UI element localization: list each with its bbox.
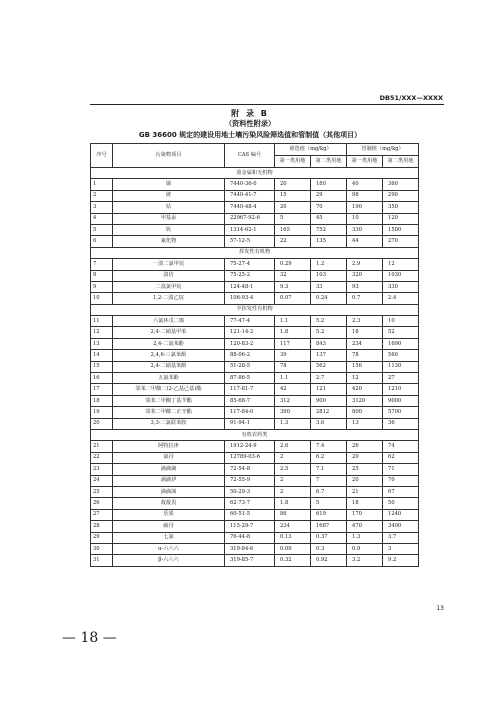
screening-class1-value: 2.6	[275, 441, 311, 452]
control-class1-value: 3120	[347, 395, 383, 406]
pollutant-name: 邻苯二甲酸丁基苄酯	[113, 395, 225, 406]
pollutant-name: 3,3-二氯联苯胺	[113, 418, 225, 429]
table-row	[91, 543, 419, 554]
header-cas: CAS 编号	[225, 144, 275, 168]
row-number: 5	[91, 224, 113, 235]
row-number: 6	[91, 236, 113, 247]
table-row	[91, 179, 419, 190]
annex-title: 附 录 B	[231, 109, 269, 118]
pollutant-name: 五氯苯酚	[113, 373, 225, 384]
control-class2-value: 560	[383, 350, 419, 361]
pollutant-name: α-六六六	[113, 543, 225, 554]
row-number: 19	[91, 407, 113, 418]
control-class2-value: 1210	[383, 384, 419, 395]
control-class2-value: 50	[383, 498, 419, 509]
screening-class2-value: 0.24	[311, 293, 347, 304]
pollutant-name: 氯丹	[113, 452, 225, 463]
table-row	[91, 361, 419, 372]
table-row	[91, 509, 419, 520]
control-class2-value: 120	[383, 213, 419, 224]
cas-number: 7440-36-0	[225, 179, 275, 190]
pollutant-name: 溴仿	[113, 270, 225, 281]
cas-number: 121-14-2	[225, 327, 275, 338]
row-number: 20	[91, 418, 113, 429]
category-row	[91, 168, 419, 179]
table-row	[91, 521, 419, 532]
control-class1-value: 20	[347, 452, 383, 463]
cas-number: 77-47-4	[225, 316, 275, 327]
control-class2-value: 67	[383, 486, 419, 497]
screening-class1-value: 312	[275, 395, 311, 406]
control-class1-value: 0.7	[347, 293, 383, 304]
control-class1-value: 330	[347, 224, 383, 235]
pollutant-name: 氰化物	[113, 236, 225, 247]
screening-class1-value: 86	[275, 509, 311, 520]
control-class1-value: 44	[347, 236, 383, 247]
row-number: 22	[91, 452, 113, 463]
control-class2-value: 350	[383, 202, 419, 213]
control-class2-value: 5700	[383, 407, 419, 418]
category-row	[91, 429, 419, 440]
screening-class2-value: 1.2	[311, 259, 347, 270]
pollutant-name: 硫丹	[113, 521, 225, 532]
screening-class1-value: 2.5	[275, 464, 311, 475]
cas-number: 7440-48-4	[225, 202, 275, 213]
cas-number: 50-29-3	[225, 486, 275, 497]
control-class1-value: 420	[347, 384, 383, 395]
control-class2-value: 1500	[383, 224, 419, 235]
cas-number: 57-12-5	[225, 236, 275, 247]
category-label: 挥发性有机物	[91, 247, 419, 258]
pollutant-name: 1,2-二溴乙烷	[113, 293, 225, 304]
control-class2-value: 52	[383, 327, 419, 338]
header-rule	[90, 104, 444, 105]
pollutant-name: 六氯环戊二烯	[113, 316, 225, 327]
cas-number: 319-85-7	[225, 555, 275, 566]
screening-class1-value: 234	[275, 521, 311, 532]
control-class1-value: 98	[347, 190, 383, 201]
pollutant-name: 邻苯二甲酸二正辛酯	[113, 407, 225, 418]
cas-number: 1314-62-1	[225, 224, 275, 235]
control-class1-value: 18	[347, 498, 383, 509]
control-class1-value: 25	[347, 464, 383, 475]
table-row	[91, 452, 419, 463]
screening-class2-value: 70	[311, 202, 347, 213]
row-number: 26	[91, 498, 113, 509]
cas-number: 76-44-8	[225, 532, 275, 543]
screening-class1-value: 9.3	[275, 281, 311, 292]
header-control-class2: 第二类用地	[383, 156, 419, 168]
control-class2-value: 36	[383, 418, 419, 429]
pollutant-name: 钒	[113, 224, 225, 235]
control-class2-value: 71	[383, 464, 419, 475]
table-row	[91, 281, 419, 292]
pollutant-name: 2,4-二氯苯酚	[113, 338, 225, 349]
cas-number: 75-25-2	[225, 270, 275, 281]
control-class2-value: 10	[383, 316, 419, 327]
screening-class2-value: 137	[311, 350, 347, 361]
header-screening-class1: 第一类用地	[275, 156, 311, 168]
screening-class2-value: 5	[311, 498, 347, 509]
row-number: 13	[91, 338, 113, 349]
table-body	[91, 168, 419, 567]
cas-number: 85-68-7	[225, 395, 275, 406]
screening-class2-value: 3.6	[311, 418, 347, 429]
screening-class1-value: 32	[275, 270, 311, 281]
table-row	[91, 384, 419, 395]
table-row	[91, 441, 419, 452]
pollutant-name: 滴滴伊	[113, 475, 225, 486]
control-class2-value: 9000	[383, 395, 419, 406]
table-row	[91, 224, 419, 235]
control-class2-value: 330	[383, 281, 419, 292]
cas-number: 62-73-7	[225, 498, 275, 509]
control-class1-value: 800	[347, 407, 383, 418]
header-seq: 序号	[91, 144, 113, 168]
control-class2-value: 12	[383, 259, 419, 270]
table-row	[91, 350, 419, 361]
table-row	[91, 464, 419, 475]
row-number: 27	[91, 509, 113, 520]
screening-class2-value: 5.2	[311, 316, 347, 327]
cas-number: 22967-92-6	[225, 213, 275, 224]
control-class2-value: 1240	[383, 509, 419, 520]
pollutant-name: 一溴二氯甲烷	[113, 259, 225, 270]
control-class1-value: 320	[347, 270, 383, 281]
category-row	[91, 304, 419, 315]
control-class1-value: 13	[347, 418, 383, 429]
row-number: 3	[91, 202, 113, 213]
category-label: 重金属和无机物	[91, 168, 419, 179]
table-row	[91, 418, 419, 429]
table-row	[91, 338, 419, 349]
pollutant-name: 甲基汞	[113, 213, 225, 224]
control-class2-value: 9.2	[383, 555, 419, 566]
pollutant-name: 七氯	[113, 532, 225, 543]
screening-class2-value: 0.3	[311, 543, 347, 554]
control-class1-value: 12	[347, 373, 383, 384]
control-class2-value: 74	[383, 441, 419, 452]
row-number: 23	[91, 464, 113, 475]
cas-number: 7440-41-7	[225, 190, 275, 201]
cas-number: 117-84-0	[225, 407, 275, 418]
control-class1-value: 1.3	[347, 532, 383, 543]
row-number: 11	[91, 316, 113, 327]
category-row	[91, 247, 419, 258]
cas-number: 87-86-5	[225, 373, 275, 384]
screening-class1-value: 2	[275, 486, 311, 497]
row-number: 9	[91, 281, 113, 292]
row-number: 28	[91, 521, 113, 532]
screening-class1-value: 390	[275, 407, 311, 418]
screening-class1-value: 78	[275, 361, 311, 372]
row-number: 10	[91, 293, 113, 304]
control-class2-value: 3.7	[383, 532, 419, 543]
control-class1-value: 21	[347, 486, 383, 497]
row-number: 24	[91, 475, 113, 486]
screening-class2-value: 2812	[311, 407, 347, 418]
cas-number: 117-81-7	[225, 384, 275, 395]
screening-class2-value: 752	[311, 224, 347, 235]
table-row	[91, 407, 419, 418]
control-class1-value: 3.2	[347, 555, 383, 566]
control-class1-value: 2.9	[347, 259, 383, 270]
screening-class2-value: 1687	[311, 521, 347, 532]
table-row	[91, 532, 419, 543]
header-screening: 筛选值（mg/kg）	[275, 144, 347, 156]
row-number: 4	[91, 213, 113, 224]
screening-class1-value: 1.1	[275, 316, 311, 327]
table-row	[91, 236, 419, 247]
control-class2-value: 1130	[383, 361, 419, 372]
screening-class2-value: 135	[311, 236, 347, 247]
table-row	[91, 190, 419, 201]
cas-number: 91-94-1	[225, 418, 275, 429]
category-label: 有机农药类	[91, 429, 419, 440]
cas-number: 124-48-1	[225, 281, 275, 292]
table-row	[91, 498, 419, 509]
pollutant-name: 滴滴涕	[113, 486, 225, 497]
row-number: 30	[91, 543, 113, 554]
table-row	[91, 293, 419, 304]
header-pollutant: 污染物项目	[113, 144, 225, 168]
screening-class2-value: 843	[311, 338, 347, 349]
table-row	[91, 259, 419, 270]
pollutant-name: 邻苯二甲酸二(2-乙基己基)酯	[113, 384, 225, 395]
control-class2-value: 3400	[383, 521, 419, 532]
screening-class2-value: 6.2	[311, 452, 347, 463]
table-row	[91, 395, 419, 406]
pollutant-name: 乐果	[113, 509, 225, 520]
screening-class2-value: 0.37	[311, 532, 347, 543]
screening-class1-value: 165	[275, 224, 311, 235]
control-class2-value: 360	[383, 179, 419, 190]
screening-class1-value: 2	[275, 475, 311, 486]
row-number: 21	[91, 441, 113, 452]
row-number: 29	[91, 532, 113, 543]
document-code: DB51/XXX—XXXX	[379, 94, 443, 102]
row-number: 7	[91, 259, 113, 270]
pollutant-name: β-六六六	[113, 555, 225, 566]
page-number: 13	[436, 605, 444, 612]
cas-number: 72-55-9	[225, 475, 275, 486]
pollutant-name: 二溴氯甲烷	[113, 281, 225, 292]
cas-number: 72-54-8	[225, 464, 275, 475]
row-number: 25	[91, 486, 113, 497]
control-class1-value: 78	[347, 350, 383, 361]
screening-class1-value: 0.32	[275, 555, 311, 566]
table-row	[91, 486, 419, 497]
row-number: 1	[91, 179, 113, 190]
pollutant-name: 阿特拉津	[113, 441, 225, 452]
table-row	[91, 327, 419, 338]
screening-class2-value: 5.2	[311, 327, 347, 338]
control-class1-value: 26	[347, 441, 383, 452]
control-class2-value: 27	[383, 373, 419, 384]
screening-class1-value: 0.13	[275, 532, 311, 543]
screening-class1-value: 22	[275, 236, 311, 247]
control-class2-value: 3	[383, 543, 419, 554]
screening-class1-value: 2	[275, 452, 311, 463]
pollutant-name: 敌敌畏	[113, 498, 225, 509]
table-row	[91, 213, 419, 224]
screening-class2-value: 7.4	[311, 441, 347, 452]
screening-class2-value: 619	[311, 509, 347, 520]
screening-class1-value: 15	[275, 190, 311, 201]
row-number: 12	[91, 327, 113, 338]
control-class2-value: 290	[383, 190, 419, 201]
table-row	[91, 555, 419, 566]
cas-number: 60-51-5	[225, 509, 275, 520]
cas-number: 1912-24-9	[225, 441, 275, 452]
cas-number: 319-84-6	[225, 543, 275, 554]
screening-class1-value: 0.09	[275, 543, 311, 554]
cas-number: 106-93-4	[225, 293, 275, 304]
screening-class1-value: 0.29	[275, 259, 311, 270]
cas-number: 115-29-7	[225, 521, 275, 532]
control-class2-value: 62	[383, 452, 419, 463]
screening-class1-value: 117	[275, 338, 311, 349]
screening-class2-value: 180	[311, 179, 347, 190]
screening-class2-value: 7	[311, 475, 347, 486]
control-class1-value: 156	[347, 361, 383, 372]
row-number: 14	[91, 350, 113, 361]
control-class2-value: 1690	[383, 338, 419, 349]
footer-page-number: — 18 —	[62, 630, 117, 646]
control-class2-value: 1030	[383, 270, 419, 281]
pollutant-name: 滴滴滴	[113, 464, 225, 475]
pollutant-name: 锑	[113, 179, 225, 190]
header-control: 管制值（mg/kg）	[347, 144, 419, 156]
control-class1-value: 0.9	[347, 543, 383, 554]
screening-class2-value: 2.7	[311, 373, 347, 384]
screening-class2-value: 6.7	[311, 486, 347, 497]
control-class1-value: 190	[347, 202, 383, 213]
pollutant-name: 2,4-二硝基苯酚	[113, 361, 225, 372]
row-number: 17	[91, 384, 113, 395]
control-class2-value: 2.4	[383, 293, 419, 304]
control-class1-value: 170	[347, 509, 383, 520]
screening-class2-value: 29	[311, 190, 347, 201]
control-class1-value: 234	[347, 338, 383, 349]
table-row	[91, 475, 419, 486]
screening-class1-value: 20	[275, 179, 311, 190]
table-title: GB 36600 规定的建设用地土壤污染风险筛选值和管制值（其他项目）	[138, 131, 362, 139]
screening-class2-value: 0.92	[311, 555, 347, 566]
row-number: 18	[91, 395, 113, 406]
table-row	[91, 316, 419, 327]
control-class2-value: 270	[383, 236, 419, 247]
screening-class1-value: 39	[275, 350, 311, 361]
control-class1-value: 20	[347, 475, 383, 486]
screening-class2-value: 562	[311, 361, 347, 372]
row-number: 2	[91, 190, 113, 201]
screening-class2-value: 45	[311, 213, 347, 224]
screening-class2-value: 103	[311, 270, 347, 281]
cas-number: 88-06-2	[225, 350, 275, 361]
pollutant-name: 2,4,6-三氯苯酚	[113, 350, 225, 361]
row-number: 8	[91, 270, 113, 281]
control-class2-value: 70	[383, 475, 419, 486]
cas-number: 12789-03-6	[225, 452, 275, 463]
control-class1-value: 10	[347, 213, 383, 224]
screening-class2-value: 121	[311, 384, 347, 395]
screening-class1-value: 1.3	[275, 418, 311, 429]
control-class1-value: 93	[347, 281, 383, 292]
screening-class1-value: 1.1	[275, 373, 311, 384]
screening-class2-value: 33	[311, 281, 347, 292]
header-control-class1: 第一类用地	[347, 156, 383, 168]
row-number: 16	[91, 373, 113, 384]
pollutant-name: 铍	[113, 190, 225, 201]
screening-class1-value: 20	[275, 202, 311, 213]
header-screening-class2: 第二类用地	[311, 156, 347, 168]
standards-table	[90, 143, 419, 567]
table-row	[91, 373, 419, 384]
table-row	[91, 202, 419, 213]
pollutant-name: 钴	[113, 202, 225, 213]
control-class1-value: 470	[347, 521, 383, 532]
cas-number: 75-27-4	[225, 259, 275, 270]
control-class1-value: 18	[347, 327, 383, 338]
screening-class1-value: 0.07	[275, 293, 311, 304]
screening-class1-value: 42	[275, 384, 311, 395]
annex-note: （资料性附录）	[224, 119, 276, 128]
screening-class1-value: 5	[275, 213, 311, 224]
row-number: 31	[91, 555, 113, 566]
cas-number: 51-28-5	[225, 361, 275, 372]
category-label: 半挥发性有机物	[91, 304, 419, 315]
screening-class1-value: 1.8	[275, 327, 311, 338]
row-number: 15	[91, 361, 113, 372]
table-row	[91, 270, 419, 281]
control-class1-value: 2.3	[347, 316, 383, 327]
cas-number: 120-83-2	[225, 338, 275, 349]
screening-class2-value: 900	[311, 395, 347, 406]
control-class1-value: 40	[347, 179, 383, 190]
screening-class1-value: 1.8	[275, 498, 311, 509]
pollutant-name: 2,4-二硝基甲苯	[113, 327, 225, 338]
screening-class2-value: 7.1	[311, 464, 347, 475]
